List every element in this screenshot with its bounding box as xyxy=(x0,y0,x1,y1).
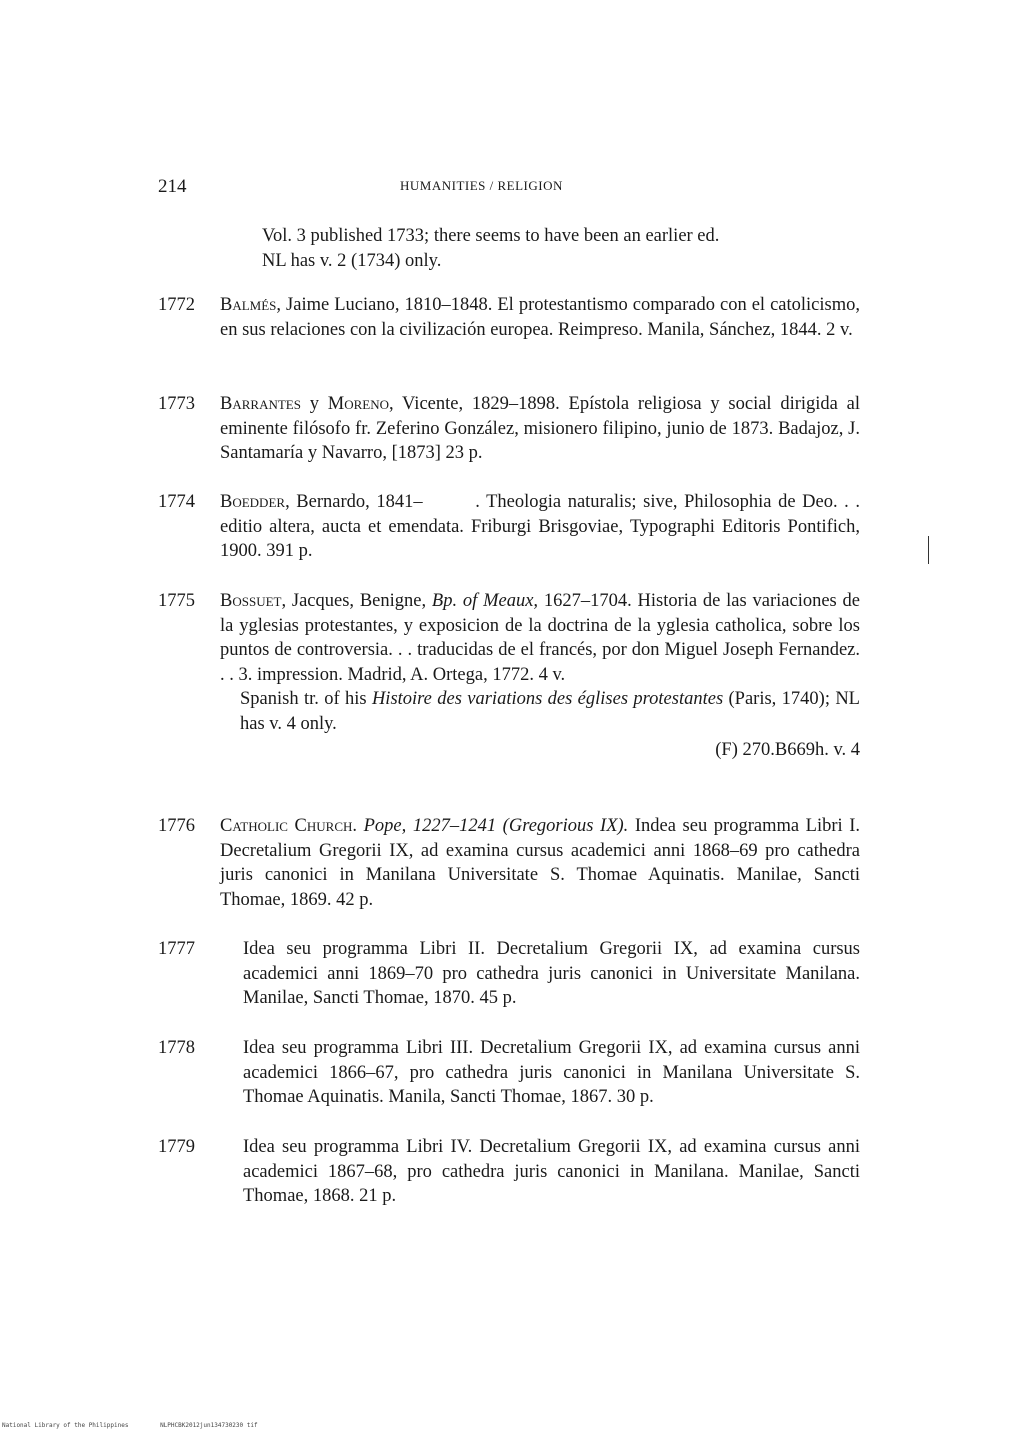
entry-number: 1779 xyxy=(158,1137,195,1157)
entry-author: Balmés xyxy=(220,295,277,315)
entry-number: 1775 xyxy=(158,591,195,611)
continuation-note xyxy=(262,224,822,273)
entry-note: Spanish tr. of his Histoire des variations des églises protestantes (Paris, 1740); NL has v. 4 only. xyxy=(240,689,860,734)
entry-number: 1772 xyxy=(158,295,195,315)
running-head: HUMANITIES / RELIGION xyxy=(400,178,563,193)
scan-mark xyxy=(928,536,929,564)
entry-author: Bossuet xyxy=(220,591,282,611)
footer-file: NLPHCBK2012jun134730230 tif xyxy=(160,1422,258,1429)
page-number: 214 xyxy=(158,176,187,197)
entry-author: Boedder xyxy=(220,492,286,512)
entry-number: 1774 xyxy=(158,492,195,512)
entry-text: Bossuet, Jacques, Benigne, Bp. of Meaux, 1627–1704. Historia de las variaciones de la yglesias protestantes, y exposicion de la doctrina de la yglesia catholica, sobre los puntos de controversia. . . traducidas de el francés, por don Miguel Joseph Fernandez. . . 3. impression. Madrid, A. Ortega, 1772. 4 v. Spanish tr. of his Histoire des variations des églises protestantes (Paris, 1740); NL has v. 4 only. (F) 270.B669h. v. 4 xyxy=(220,589,860,762)
entry-text: Barrantes y Moreno, Vicente, 1829–1898. Epístola religiosa y social dirigida al eminente filósofo fr. Zeferino González, misionero filipino, junio de 1873. Badajoz, J. Santamaría y Navarro, [1873] 23 p. xyxy=(220,394,860,464)
entry-text: Catholic Church. Pope, 1227–1241 (Gregorious IX). Indea seu programma Libri I. Decretalium Gregorii IX, ad examina cursus academici anni 1868–69 pro cathedra juris canonici in Manilana Universitate S. Thomae Aquinatis. Manilae, Sancti Thomae, 1869. 42 p. xyxy=(220,816,861,910)
entry-author: Moreno xyxy=(327,394,389,414)
entry-text: Idea seu programma Libri II. Decretalium Gregorii IX, ad examina cursus academici anni 1869–70 pro cathedra juris canonici in Universitate Manilana. Manilae, Sancti Thomae, 1870. 45 p. xyxy=(243,939,860,1009)
entry-number: 1777 xyxy=(158,939,195,959)
call-number: (F) 270.B669h. v. 4 xyxy=(715,739,860,760)
entry-author: Catholic Church. xyxy=(220,816,358,836)
entry-author: Barrantes xyxy=(220,394,301,414)
entry-text: Boedder, Bernardo, 1841– . Theologia naturalis; sive, Philosophia de Deo. . . editio altera, aucta et emendata. Friburgi Brisgoviae, Typographi Editoris Pontifich, 1900. 391 p. xyxy=(220,492,865,562)
footer-source: National Library of the Philippines xyxy=(2,1422,129,1429)
entry-number: 1778 xyxy=(158,1038,195,1058)
entry-number: 1776 xyxy=(158,816,195,836)
entry-text: Idea seu programma Libri III. Decretalium Gregorii IX, ad examina cursus anni academici 1866–67, pro cathedra juris canonici in Manilana Universitate S. Thomae Aquinatis. Manila, Sancti Thomae, 1867. 30 p. xyxy=(243,1038,860,1108)
entry-text: Idea seu programma Libri IV. Decretalium Gregorii IX, ad examina cursus anni academici 1867–68, pro cathedra juris canonici in Manilana. Manilae, Sancti Thomae, 1868. 21 p. xyxy=(243,1137,860,1207)
entry-number: 1773 xyxy=(158,394,195,414)
entry-text: Balmés, Jaime Luciano, 1810–1848. El protestantismo comparado con el catolicismo, en sus relaciones con la civilización europea. Reimpreso. Manila, Sánchez, 1844. 2 v. xyxy=(220,295,860,340)
scan-footer xyxy=(2,1422,286,1429)
continuation-line: Vol. 3 published 1733; there seems to have been an earlier ed. xyxy=(262,226,720,246)
continuation-line: NL has v. 2 (1734) only. xyxy=(262,250,442,271)
